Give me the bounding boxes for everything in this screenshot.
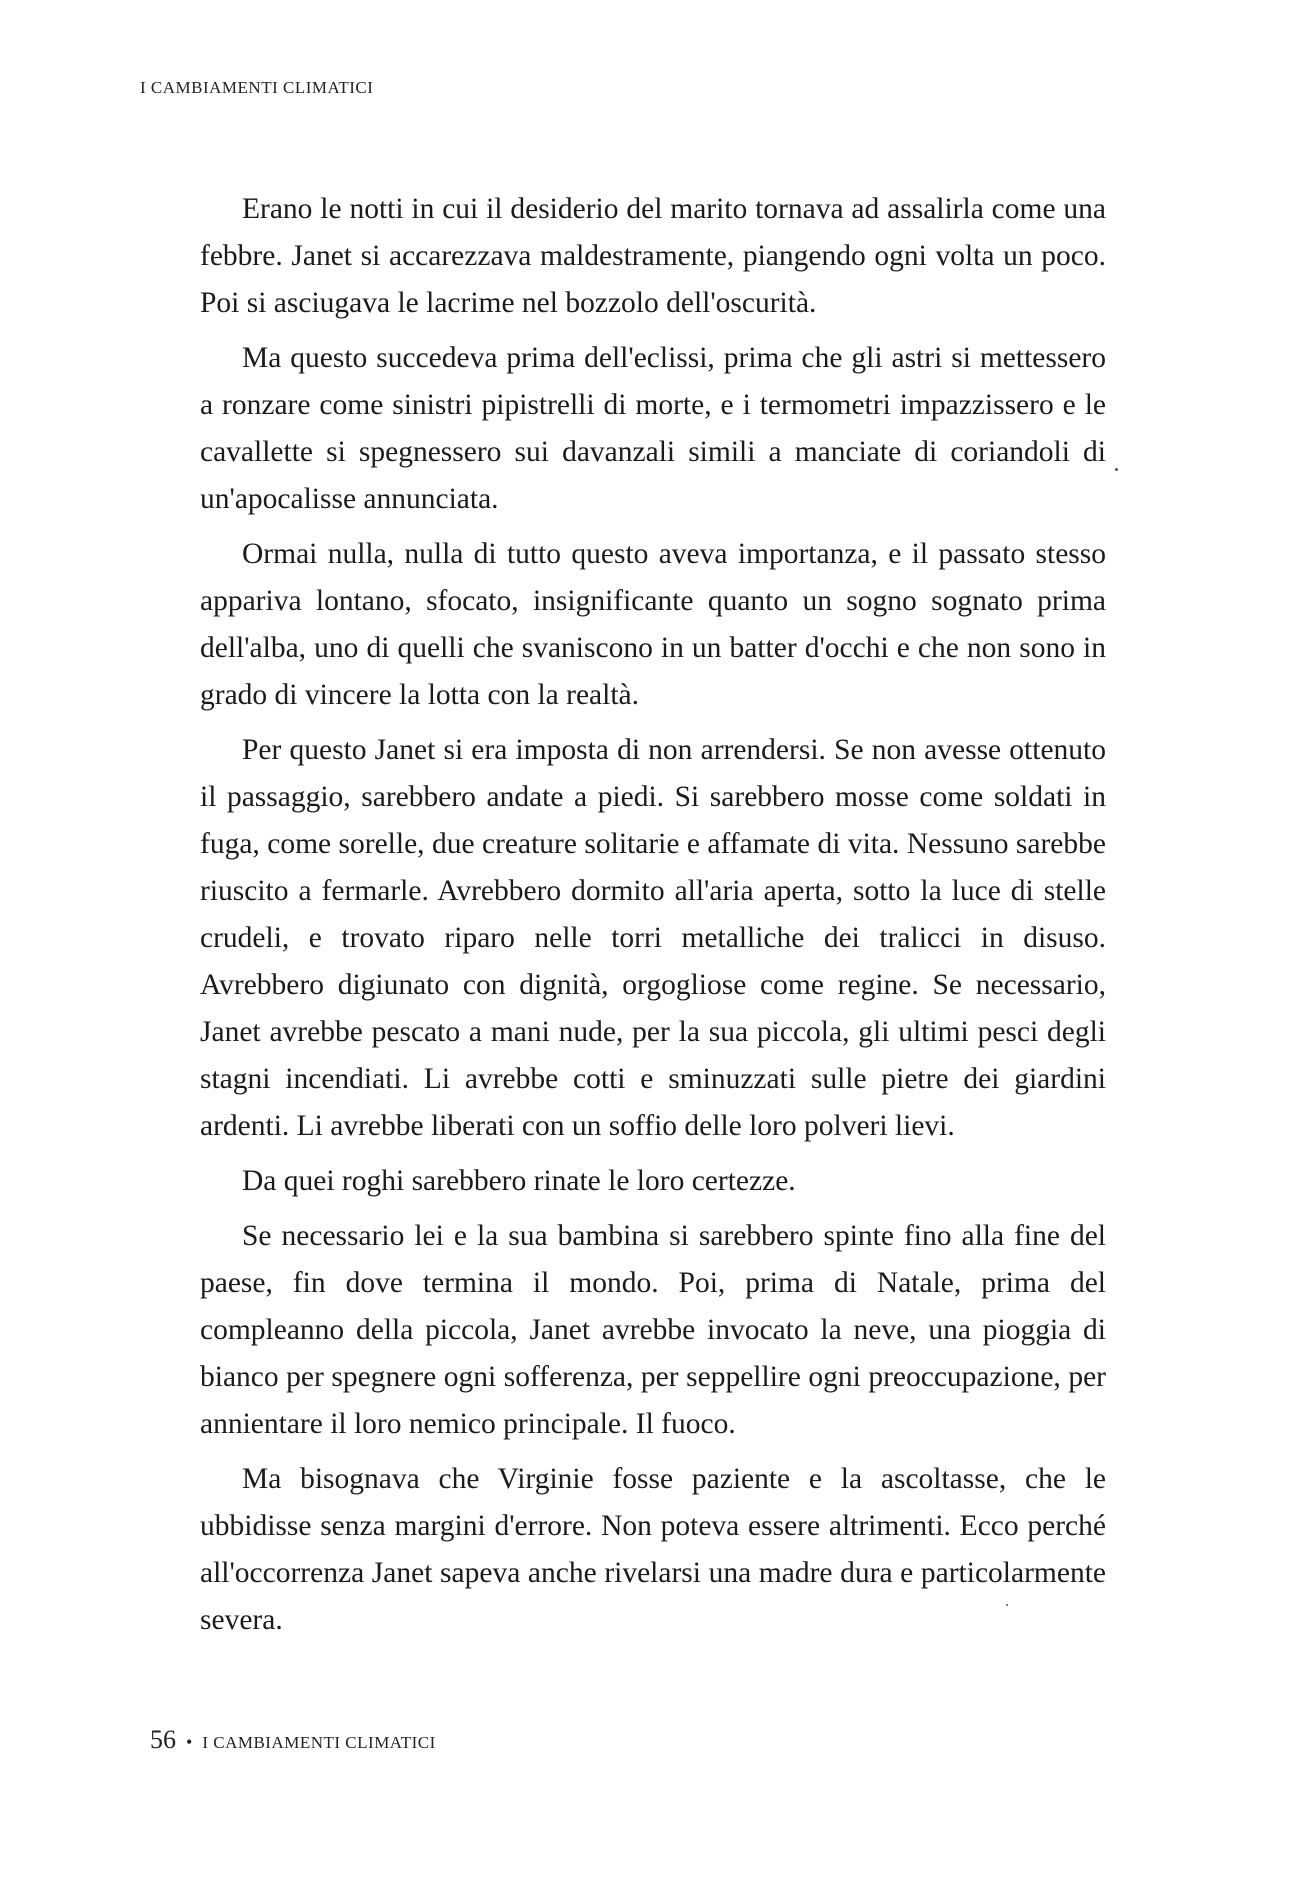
- running-head: I CAMBIAMENTI CLIMATICI: [140, 78, 374, 97]
- footer-running-title: I CAMBIAMENTI CLIMATICI: [202, 1733, 436, 1752]
- paragraph: Ormai nulla, nulla di tutto questo aveva importanza, e il passato stesso appariva lontano, sfocato, insignificante quanto un sogno sognato prima dell'alba, uno di quelli che svaniscono in un batter d'occhi e che non sono in grado di vincere la lotta con la realtà.: [200, 538, 1106, 711]
- paragraph: Ma bisognava che Virginie fosse paziente e la ascoltasse, che le ubbidisse senza margini d'errore. Non poteva essere altrimenti. Ecco perché all'occorrenza Janet sapeva anche rivelarsi una madre dura e particolarmente severa.: [200, 1463, 1106, 1636]
- page-number: 56: [150, 1725, 176, 1754]
- page-footer: [150, 1725, 436, 1755]
- paragraph: Da quei roghi sarebbero rinate le loro certezze.: [242, 1165, 796, 1197]
- paragraph: Erano le notti in cui il desiderio del marito tornava ad assalirla come una febbre. Janet si accarezzava maldestramente, piangendo ogni volta un poco. Poi si asciugava le lacrime nel bozzolo dell'oscurità.: [200, 193, 1106, 319]
- scan-speck: [1115, 468, 1118, 471]
- footer-separator: •: [186, 1732, 193, 1752]
- body-text: [200, 186, 1106, 1652]
- paragraph: Se necessario lei e la sua bambina si sarebbero spinte fino alla fine del paese, fin dove termina il mondo. Poi, prima di Natale, prima del compleanno della piccola, Janet avrebbe invocato la neve, una pioggia di bianco per spegnere ogni sofferenza, per seppellire ogni preoccupazione, per annientare il loro nemico principale. Il fuoco.: [200, 1220, 1106, 1440]
- paragraph: Per questo Janet si era imposta di non arrendersi. Se non avesse ottenuto il passaggio, sarebbero andate a piedi. Si sarebbero mosse come soldati in fuga, come sorelle, due creature solitarie e affamate di vita. Nessuno sarebbe riuscito a fermarle. Avrebbero dormito all'aria aperta, sotto la luce di stelle crudeli, e trovato riparo nelle torri metalliche dei tralicci in disuso. Avrebbero digiunato con dignità, orgogliose come regine. Se necessario, Janet avrebbe pescato a mani nude, per la sua piccola, gli ultimi pesci degli stagni incendiati. Li avrebbe cotti e sminuzzati sulle pietre dei giardini ardenti. Li avrebbe liberati con un soffio delle loro polveri lievi.: [200, 734, 1106, 1142]
- scan-speck: [1006, 1604, 1008, 1606]
- paragraph: Ma questo succedeva prima dell'eclissi, prima che gli astri si mettessero a ronzare come sinistri pipistrelli di morte, e i termometri impazzissero e le cavallette si spegnessero sui davanzali simili a manciate di coriandoli di un'apocalisse annunciata.: [200, 342, 1106, 515]
